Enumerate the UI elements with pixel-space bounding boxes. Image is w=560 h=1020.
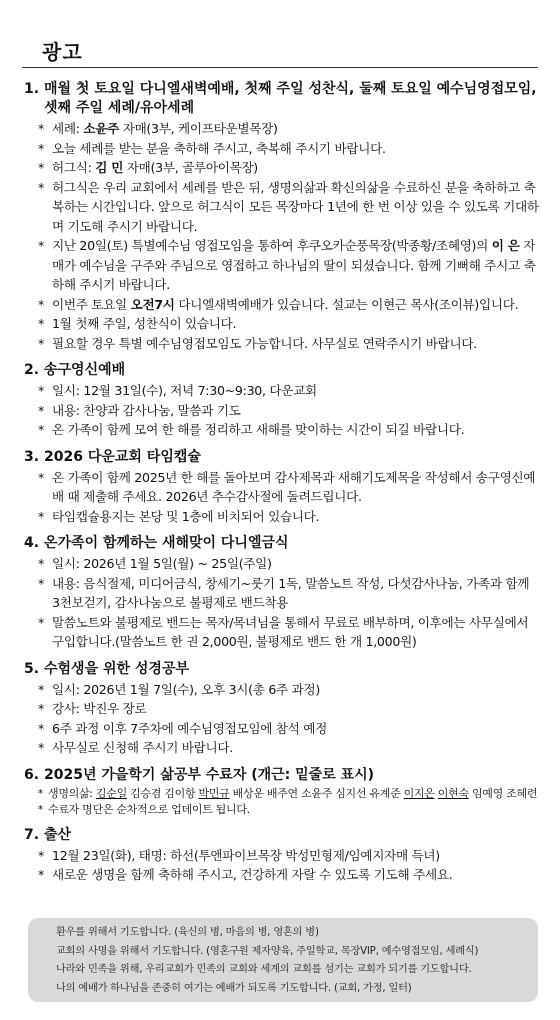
graduate-name: 배상운 xyxy=(232,786,264,800)
section-number: 5. xyxy=(24,660,40,677)
announcements-header xyxy=(22,30,538,68)
item-text-part: 자매(3부, 골루아이목장) xyxy=(123,160,258,175)
item-text-part: 일시: 12월 31일(수), 저녁 7:30~9:30, 다운교회 xyxy=(52,383,317,398)
list-item xyxy=(24,295,540,315)
item-text xyxy=(52,865,540,885)
graduate-name: 소윤주 xyxy=(301,786,333,800)
announcement-section xyxy=(24,448,540,527)
item-text-part: 타임캡슐용지는 본당 및 1층에 비치되어 있습니다. xyxy=(52,508,320,524)
bullet-marker: * xyxy=(38,179,44,195)
section-number: 4. xyxy=(24,535,40,551)
item-text-part: 12월 23일(화), 태명: 하선(투앤파이브목장 박성민형제/임예지자매 득녀) xyxy=(52,847,440,863)
list-item xyxy=(24,139,540,159)
item-text xyxy=(52,507,540,527)
list-item xyxy=(24,865,540,885)
item-text xyxy=(52,314,540,334)
bullet-marker: * xyxy=(38,238,44,253)
list-item xyxy=(24,314,540,334)
section-title-line: 2026 다운교회 타임캡슐 xyxy=(44,448,201,465)
section-number: 7. xyxy=(24,826,40,843)
bullet-marker: * xyxy=(38,720,44,736)
bullet-marker: * xyxy=(38,422,44,437)
list-item xyxy=(24,738,540,758)
list-item xyxy=(24,846,540,866)
section-number: 2. xyxy=(24,362,40,378)
item-text-part: 다니엘새벽예배가 있습니다. 설교는 이현근 목사(조이뷰)입니다. xyxy=(174,296,519,312)
graduate-name: 박민규 xyxy=(198,786,230,800)
graduates-item xyxy=(24,786,540,802)
announcements-list xyxy=(24,80,540,893)
section-title-text xyxy=(44,660,540,679)
item-text xyxy=(52,178,540,237)
announcement-section xyxy=(24,826,540,885)
item-text xyxy=(52,719,540,739)
prayer-line: 환우를 위해서 기도합니다. (육신의 병, 마음의 병, 영혼의 병) xyxy=(56,927,319,938)
highlighted-text: 김 민 xyxy=(95,160,124,175)
item-text xyxy=(52,738,540,758)
item-text-part: 1월 첫째 주일, 성찬식이 있습니다. xyxy=(52,316,237,331)
item-text xyxy=(52,139,540,159)
item-text xyxy=(52,236,540,295)
list-item xyxy=(24,158,540,178)
graduate-name: 김순일 xyxy=(95,786,127,800)
list-item xyxy=(24,699,540,719)
section-title-line: 송구영신예배 xyxy=(44,362,126,378)
announcement-section xyxy=(24,80,540,353)
graduate-name: 이현숙 xyxy=(437,786,469,800)
section-items xyxy=(24,846,540,885)
graduate-name: 김승겸 xyxy=(130,786,162,800)
announcement-section xyxy=(24,534,540,652)
note-text: 수료자 명단은 순차적으로 업데이트 됩니다. xyxy=(48,802,250,816)
prayer-line: 교회의 사명을 위해서 기도합니다. (영혼구원 제자양육, 주일학교, 목장VIP, 예수영접모임, 세례식) xyxy=(56,945,479,957)
section-title xyxy=(24,448,540,467)
list-item xyxy=(24,381,540,401)
list-item xyxy=(24,680,540,700)
item-text-part: 일시: 2026년 1월 5일(월) ~ 25일(주일) xyxy=(52,556,272,571)
bullet-marker: * xyxy=(38,335,44,351)
section-title-text xyxy=(44,448,540,467)
item-text-part: 오늘 세례를 받는 분을 축하해 주시고, 축복해 주시기 바랍니다. xyxy=(52,140,386,156)
item-text xyxy=(52,613,540,652)
item-text-part: 온 가족이 함께 모여 한 해를 정리하고 새해를 맞이하는 시간이 되길 바랍니다. xyxy=(52,422,465,437)
graduate-name: 임예영 xyxy=(471,786,503,800)
section-title-line: 온가족이 함께하는 새해맞이 다니엘금식 xyxy=(44,535,289,551)
graduate-name: 심지선 xyxy=(335,786,367,800)
item-text xyxy=(52,334,540,354)
item-text-part: 필요할 경우 특별 예수님영접모임도 가능합니다. 사무실로 연락주시기 바랍니다. xyxy=(52,335,477,351)
section-items xyxy=(24,786,540,818)
list-item xyxy=(24,119,540,139)
graduate-name: 김이항 xyxy=(164,786,196,800)
section-items xyxy=(24,680,540,758)
item-text xyxy=(52,699,540,719)
item-text-part: 일시: 2026년 1월 7일(수), 오후 3시(총 6주 과정) xyxy=(52,681,320,697)
list-item xyxy=(24,613,540,652)
bullet-marker: * xyxy=(38,402,44,418)
section-title-line: 매월 첫 토요일 다니엘새벽예배, 첫째 주일 성찬식, 둘째 토요일 예수님영접모임, xyxy=(44,81,537,97)
item-text xyxy=(52,554,540,574)
graduates-note xyxy=(24,802,540,818)
section-items xyxy=(24,119,540,353)
item-text xyxy=(52,846,540,866)
section-title xyxy=(24,826,540,845)
section-title-line: 출산 xyxy=(44,826,72,843)
section-items xyxy=(24,468,540,527)
section-title-line: 2025년 가을학기 삶공부 수료자 (개근: 밑줄로 표시) xyxy=(44,766,375,783)
highlighted-text: 이 은 xyxy=(491,238,520,253)
announcement-section xyxy=(24,660,540,758)
item-text xyxy=(52,381,540,401)
bullet-marker: * xyxy=(38,140,44,156)
item-text-part: 자매(3부, 케이프타운별목장) xyxy=(119,121,278,136)
item-text-part: 강사: 박진우 장로 xyxy=(52,701,147,716)
list-item xyxy=(24,420,540,440)
bullet-marker: * xyxy=(38,469,44,485)
item-text-part: 지난 20일(토) 특별예수님 영접모임을 통하여 후쿠오카순풍목장(박종황/조혜영)의 xyxy=(52,238,492,253)
item-text-part: 새로운 생명을 함께 축하해 주시고, 건강하게 자랄 수 있도록 기도해 주세요. xyxy=(52,867,453,882)
highlighted-text: 오전7시 xyxy=(130,296,175,312)
item-text-part: 6주 과정 이후 7주차에 예수님영접모임에 참석 예정 xyxy=(52,720,327,736)
list-item xyxy=(24,236,540,295)
bullet-marker: * xyxy=(38,508,44,524)
item-text-part: 세례: xyxy=(52,121,84,136)
item-text-part: 자매가 예수님을 구주와 주님으로 영접하고 하나님의 딸이 되셨습니다. 함께 기뻐해 주시고 축하해 주시기 바랍니다. xyxy=(52,238,536,292)
graduate-name: 유계준 xyxy=(369,786,401,800)
bullet-marker: * xyxy=(38,847,44,863)
prayer-line: 나라와 민족을 위해, 우리교회가 민족의 교회와 세계의 교회를 섬기는 교회가 되기를 기도합니다. xyxy=(56,964,472,975)
item-text xyxy=(52,574,540,613)
prayer-box xyxy=(28,918,538,1002)
item-text xyxy=(52,158,540,178)
section-number: 6. xyxy=(24,766,40,783)
section-items xyxy=(24,381,540,440)
prayer-line: 나의 예배가 하나님을 존중히 여기는 예배가 되도록 기도합니다. (교회, 가정, 일터) xyxy=(56,982,412,994)
announcement-section xyxy=(24,361,540,440)
section-title xyxy=(24,660,540,679)
bullet-marker: * xyxy=(38,316,44,331)
section-items xyxy=(24,554,540,652)
list-item xyxy=(24,554,540,574)
item-text-part: 사무실로 신청해 주시기 바랍니다. xyxy=(52,740,233,755)
bullet-marker: * xyxy=(38,383,44,398)
highlighted-text: 소윤주 xyxy=(83,121,119,136)
bullet-marker: * xyxy=(38,614,44,630)
section-title-text xyxy=(44,826,540,845)
section-title xyxy=(24,534,540,553)
bullet-marker: * xyxy=(38,160,44,175)
graduate-name: 배주연 xyxy=(266,786,298,800)
section-title xyxy=(24,80,540,99)
page-title: 광고 xyxy=(42,40,83,64)
section-title-text xyxy=(44,766,540,785)
bullet-marker: * xyxy=(38,575,44,591)
section-title-text xyxy=(44,361,540,380)
item-text-part: 온 가족이 함께 2025년 한 해를 돌아보며 감사제목과 새해기도제목을 작성해서 송구영신예배 때 제출해 주세요. 2026년 추수감사절에 돌려드립니다. xyxy=(52,469,536,504)
list-item xyxy=(24,178,540,237)
item-text-part: 허그식: xyxy=(52,160,96,175)
item-text xyxy=(52,680,540,700)
section-title-text xyxy=(44,80,540,99)
bullet-marker: * xyxy=(38,121,44,136)
item-text-part: 말씀노트와 불평제로 밴드는 목자/목녀님을 통해서 무료로 배부하며, 이후에는 사무실에서 구입합니다.(말씀노트 한 권 2,000원, 불평제로 밴드 한 개 1,000원) xyxy=(52,614,529,649)
graduate-name: 이지은 xyxy=(403,786,435,800)
graduate-name: 조혜련 xyxy=(506,786,538,800)
section-title-line: 수험생을 위한 성경공부 xyxy=(44,660,189,677)
bullet-marker: * xyxy=(37,802,43,816)
list-item xyxy=(24,334,540,354)
item-text xyxy=(52,295,540,315)
bullet-marker: * xyxy=(38,556,44,571)
section-number: 3. xyxy=(24,448,40,465)
item-text-part: 이번주 토요일 xyxy=(52,296,131,312)
item-text-part: 내용: 찬양과 감사나눔, 말씀과 기도 xyxy=(52,402,241,418)
bullet-marker: * xyxy=(38,867,44,882)
list-item xyxy=(24,719,540,739)
item-text-part: 허그식은 우리 교회에서 세례를 받은 뒤, 생명의삶과 확신의삶을 수료하신 분을 축하하고 축복하는 시간입니다. 앞으로 허그식이 모든 목장마다 1년에 한 번 이상 있을 수 있도록 기대하며 기도해 주시기 바랍니다. xyxy=(52,179,539,234)
bullet-marker: * xyxy=(38,681,44,697)
section-title xyxy=(24,766,540,785)
list-item xyxy=(24,468,540,507)
bullet-marker: * xyxy=(38,296,44,312)
graduates-label: 생명의삶: xyxy=(48,786,96,800)
list-item xyxy=(24,401,540,421)
bullet-marker: * xyxy=(38,701,44,716)
announcement-section xyxy=(24,766,540,818)
bullet-marker: * xyxy=(37,786,43,800)
section-number: 1. xyxy=(24,81,40,97)
list-item xyxy=(24,574,540,613)
section-subtitle: 셋째 주일 세례/유아세례 xyxy=(44,100,195,116)
section-title-text xyxy=(44,534,540,553)
item-text xyxy=(52,119,540,139)
section-title xyxy=(24,361,540,380)
item-text xyxy=(52,420,540,440)
item-text xyxy=(52,468,540,507)
item-text xyxy=(52,401,540,421)
bullet-marker: * xyxy=(38,740,44,755)
item-text-part: 내용: 음식절제, 미디어금식, 창세기~룻기 1독, 말씀노트 작성, 다섯감사나눔, 가족과 함께 3천보걷기, 감사나눔으로 불평제로 밴드착용 xyxy=(52,575,530,610)
list-item xyxy=(24,507,540,527)
